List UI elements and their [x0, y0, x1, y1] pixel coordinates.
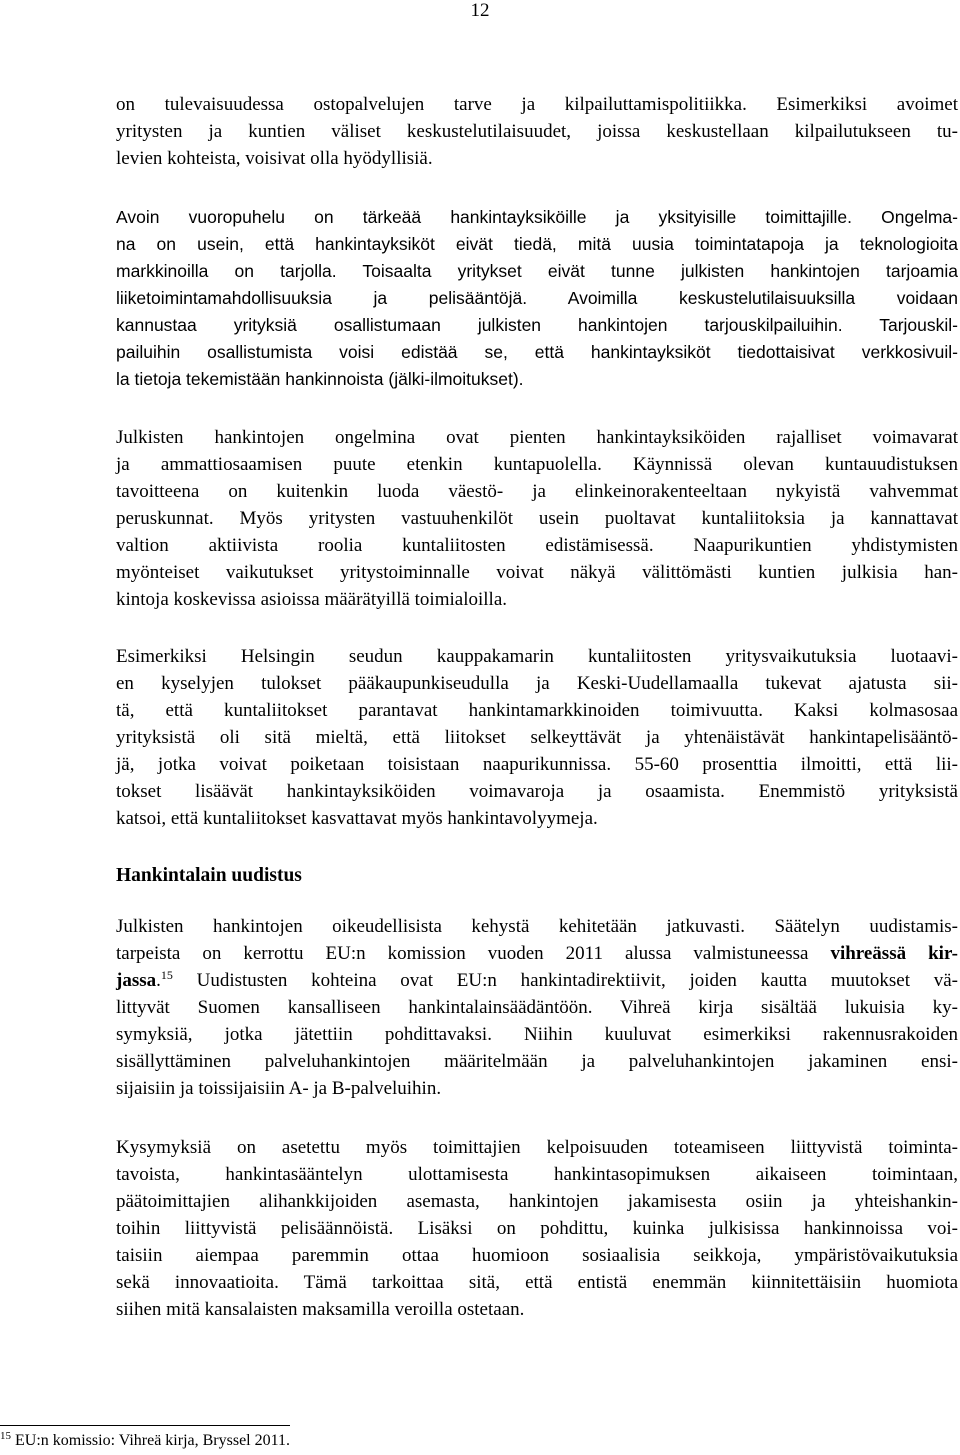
- text-line: siihen mitä kansalaisten maksamilla veroilla ostetaan.: [116, 1299, 525, 1320]
- footnote-reference[interactable]: 15: [160, 968, 173, 982]
- text-line: yrityksistä oli sitä mieltä, että liitokset selkeyttävät ja yhtenäistävät hankintapelisääntö-: [116, 727, 958, 748]
- text-line: taisiin aiempaa paremmin ottaa huomioon sosiaalisia seikkoja, ympäristövaikutuksia: [116, 1245, 958, 1266]
- page-number: 12: [470, 0, 490, 21]
- text-line: Esimerkiksi Helsingin seudun kauppakamarin kuntaliitosten yritysvaikutuksia luotaavi-: [116, 646, 958, 667]
- text-line: myönteiset vaikutukset yritystoiminnalle voivat näkyä välittömästi kuntien julkisia han-: [116, 562, 958, 583]
- text-line: [116, 940, 958, 967]
- text-line: kintoja koskevissa asioissa määrätyillä toimialoilla.: [116, 589, 508, 610]
- text-line: sekä innovaatioita. Tämä tarkoittaa sitä, että entistä enemmän kiinnitettäisiin huomiota: [116, 1272, 958, 1293]
- text-line: markkinoilla on tarjolla. Toisaalta yritykset eivät tunne julkisten hankintojen tarjoamia: [116, 261, 958, 281]
- text-line: levien kohteista, voisivat olla hyödyllisiä.: [116, 148, 433, 169]
- text-line: tavoista, hankintasääntelyn ulottamisesta hankintasopimuksen aikaiseen toimintaan,: [116, 1164, 958, 1185]
- footnote-separator: [0, 1425, 290, 1426]
- text-line: valtion aktiivista roolia kuntaliitosten edistämisessä. Naapurikuntien yhdistymisten: [116, 535, 958, 556]
- text-run: Uudistusten kohteina ovat EU:n hankintadirektiivit, joiden kautta muutokset vä-: [172, 970, 958, 991]
- paragraph-5: [116, 913, 958, 1102]
- text-run: tarpeista on kerrottu EU:n komission vuoden 2011 alussa valmistuneessa: [116, 943, 831, 964]
- emphasis-green-paper: vihreässä kir-: [830, 943, 958, 964]
- text-line: na on usein, että hankintayksiköt eivät tiedä, mitä uusia toimintatapoja ja teknologioita: [116, 234, 958, 254]
- footnote: [0, 1431, 290, 1451]
- text-line: littyvät Suomen kansalliseen hankintalainsäädäntöön. Vihreä kirja sisältää lukuisia ky-: [116, 997, 958, 1018]
- text-line: Julkisten hankintojen ongelmina ovat pienten hankintayksiköiden rajalliset voimavarat: [116, 427, 958, 448]
- text-line: Avoin vuoropuhelu on tärkeää hankintayksiköille ja yksityisille toimittajille. Ongelma-: [116, 207, 958, 227]
- footnote-text: EU:n komissio: Vihreä kirja, Bryssel 2011.: [11, 1432, 291, 1449]
- text-line: tavoitteena on kuitenkin luoda väestö- ja elinkeinorakenteeltaan nykyistä vahvemmat: [116, 481, 958, 502]
- text-line: en kyselyjen tulokset pääkaupunkiseudulla ja Keski-Uudellamaalla tukevat ajatusta sii-: [116, 673, 958, 694]
- text-line: jä, jotka voivat poiketaan toisistaan naapurikunnissa. 55-60 prosenttia ilmoitti, että lii-: [116, 754, 958, 775]
- text-run: .: [156, 970, 161, 991]
- text-line: tä, että kuntaliitokset parantavat hankintamarkkinoiden toimivuutta. Kaksi kolmasosaa: [116, 700, 958, 721]
- text-line: ja ammattiosaamisen puute etenkin kuntapuolella. Käynnissä olevan kuntauudistuksen: [116, 454, 958, 475]
- text-line: Kysymyksiä on asetettu myös toimittajien kelpoisuuden toteamiseen liittyvistä toiminta-: [116, 1137, 958, 1158]
- text-line: liiketoimintamahdollisuuksia ja pelisääntöjä. Avoimilla keskustelutilaisuuksilla voidaan: [116, 288, 958, 308]
- text-line: pailuihin osallistumista voisi edistää se, että hankintayksiköt tiedottaisivat verkkosivuil-: [116, 342, 958, 362]
- text-line: [116, 967, 958, 994]
- paragraph-4: [116, 643, 958, 832]
- footnote-number: 15: [0, 1430, 11, 1442]
- paragraph-2: [116, 204, 958, 393]
- text-line: toihin liittyvistä pelisäännöistä. Lisäksi on pohdittu, kuinka julkisissa hankinnoissa voi-: [116, 1218, 958, 1239]
- text-line: la tietoja tekemistään hankinnoista (jälki-ilmoitukset).: [116, 369, 524, 389]
- text-line: sijaisiin ja toissijaisiin A- ja B-palveluihin.: [116, 1078, 442, 1099]
- text-line: yritysten ja kuntien väliset keskustelutilaisuudet, joissa keskustellaan kilpailutukseen tu-: [116, 121, 958, 142]
- paragraph-1: [116, 91, 958, 172]
- text-line: peruskunnat. Myös yritysten vastuuhenkilöt usein puoltavat kuntaliitoksia ja kannattavat: [116, 508, 958, 529]
- paragraph-3: [116, 424, 958, 613]
- text-line: päätoimittajien alihankkijoiden asemasta, hankintojen jakamisesta osiin ja yhteishankin-: [116, 1191, 958, 1212]
- text-line: Julkisten hankintojen oikeudellisista kehystä kehitetään jatkuvasti. Säätelyn uudistamis-: [116, 916, 958, 937]
- text-line: tokset lisäävät hankintayksiköiden voimavaroja ja osaamista. Enemmistö yrityksistä: [116, 781, 958, 802]
- text-line: katsoi, että kuntaliitokset kasvattavat myös hankintavolyymeja.: [116, 808, 598, 829]
- section-heading: Hankintalain uudistus: [116, 865, 302, 886]
- text-line: sisällyttäminen palveluhankintojen määritelmään ja palveluhankintojen jakaminen ensi-: [116, 1051, 958, 1072]
- emphasis-green-paper: jassa: [116, 970, 157, 991]
- paragraph-6: [116, 1134, 958, 1323]
- text-line: symyksiä, jotka jätettiin pohdittavaksi. Niihin kuuluvat esimerkiksi rakennusrakoiden: [116, 1024, 958, 1045]
- text-line: kannustaa yrityksiä osallistumaan julkisten hankintojen tarjouskilpailuihin. Tarjouskil-: [116, 315, 958, 335]
- text-line: on tulevaisuudessa ostopalvelujen tarve ja kilpailuttamispolitiikka. Esimerkiksi avoimet: [116, 94, 958, 115]
